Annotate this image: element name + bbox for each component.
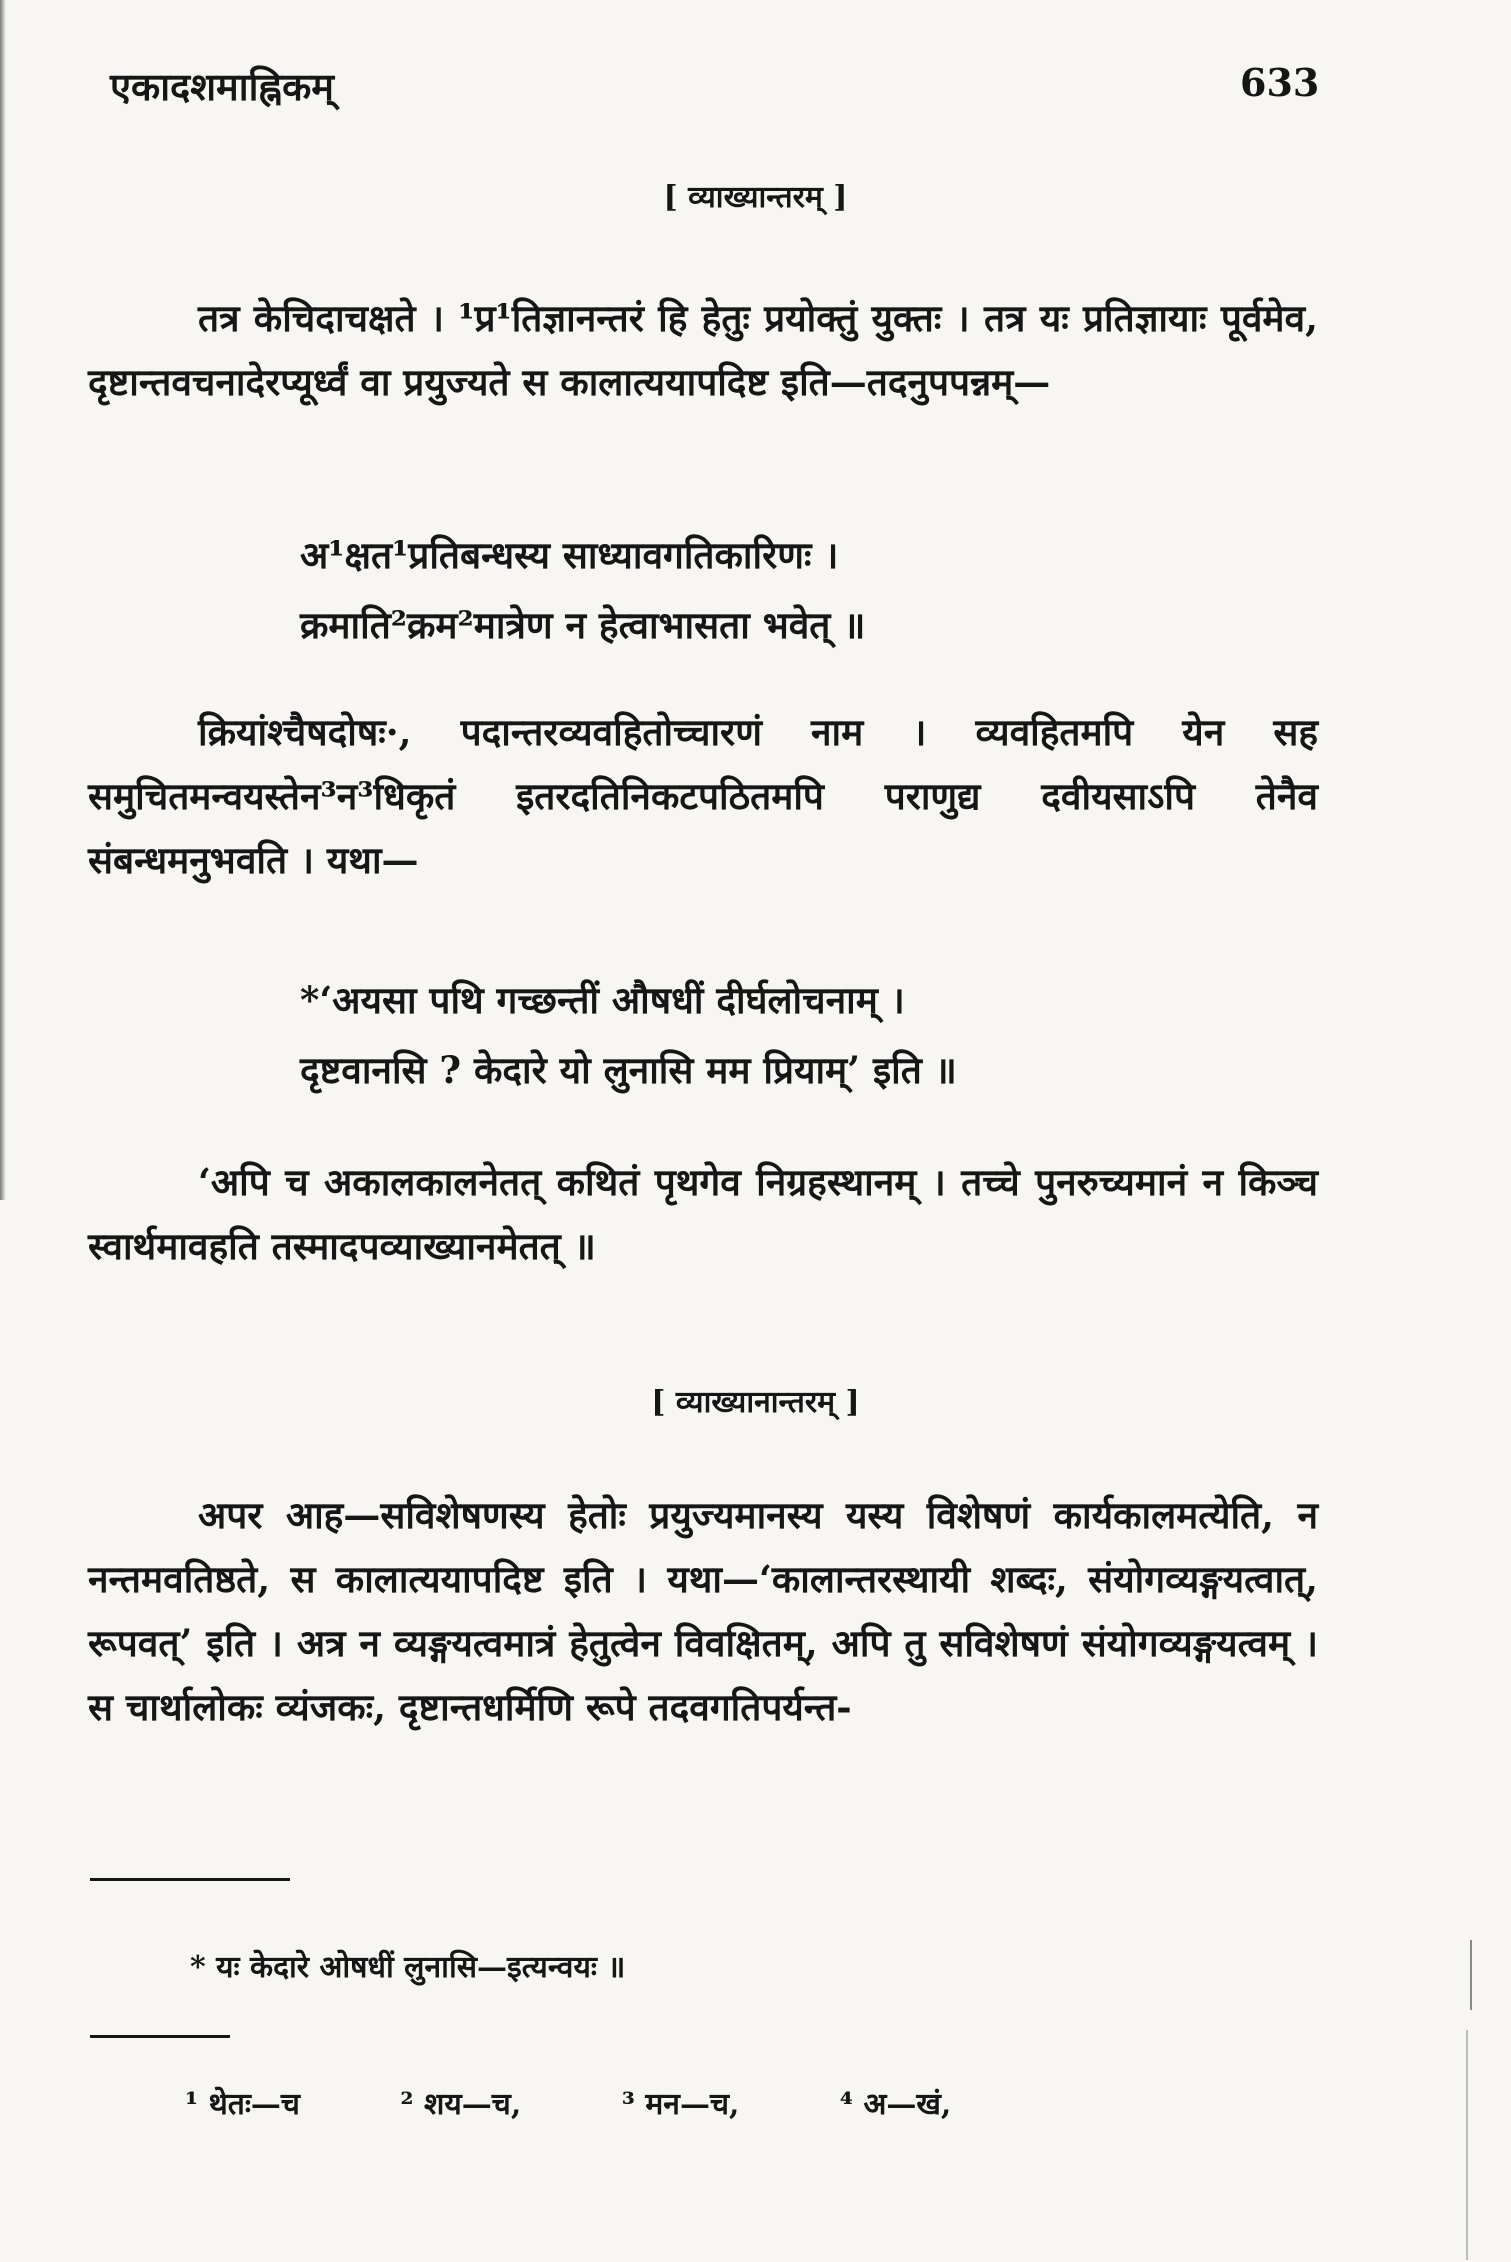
variant-note-1: ¹ थेतः—च: [185, 2087, 300, 2122]
verse-2: [300, 965, 1300, 1105]
variant-note-2: ² शय—च,: [400, 2087, 522, 2122]
footnote-star: * यः केदारे ओषधीं लुनासि—इत्यन्वयः ॥: [190, 1950, 626, 1985]
paragraph-4: [88, 1483, 1318, 1739]
page-number: 633: [1240, 60, 1320, 105]
paragraph-1: [88, 286, 1318, 414]
footnote-variants: [185, 2082, 1041, 2123]
paragraph-3-text: ‘अपि च अकालकालनेतत् कथितं पृथगेव निग्रहस्थानम् । तच्चे पुनरुच्यमानं न किञ्च स्वार्थमावहति तस्मादपव्याख्यानमेतत् ॥: [88, 1160, 1318, 1268]
paragraph-3: [88, 1150, 1318, 1278]
scan-artifact-line: [1466, 2030, 1468, 2260]
scan-artifact-line: [1470, 1940, 1472, 2010]
section-heading-2: [ व्याख्यानान्तरम् ]: [651, 1385, 860, 1420]
paragraph-1-text: तत्र केचिदाचक्षते । ¹प्र¹तिज्ञानन्तरं हि हेतुः प्रयोक्तुं युक्तः । तत्र यः प्रतिज्ञायाः पूर्वमेव, दृष्टान्तवचनादेरप्यूर्ध्वं वा प्रयुज्यते स कालात्ययापदिष्ट इति—तदनुपपन्नम्—: [88, 296, 1318, 404]
paragraph-4-text: अपर आह—सविशेषणस्य हेतोः प्रयुज्यमानस्य यस्य विशेषणं कार्यकालमत्येति, न नन्तमवतिष्ठते, स कालात्ययापदिष्ट इति । यथा—‘कालान्तरस्थायी शब्दः, संयोगव्यङ्गयत्वात्, रूपवत्’ इति । अत्र न व्यङ्गयत्वमात्रं हेतुत्वेन विवक्षितम्, अपि तु सविशेषणं संयोगव्यङ्गयत्वम् । स चार्थालोकः व्यंजकः, दृष्टान्तधर्मिणि रूपे तदवगतिपर्यन्त-: [88, 1493, 1318, 1729]
footnote-separator-2: [90, 2035, 230, 2038]
running-head: एकादशमाह्निकम्: [110, 64, 335, 109]
variant-note-4: ⁴ अ—खं,: [839, 2087, 952, 2122]
variant-note-3: ³ मन—च,: [621, 2087, 740, 2122]
section-heading-1: [ व्याख्यान्तरम् ]: [663, 180, 848, 215]
verse-2-line-2: दृष्टवानसि ? केदारे यो लुनासि मम प्रियाम्’ इति ॥: [300, 1048, 957, 1092]
paragraph-2-text: क्रियांश्चैषदोषः·, पदान्तरव्यवहितोच्चारणं नाम । व्यवहितमपि येन सह समुचितमन्वयस्तेन³न³धिकृतं इतरदतिनिकटपठितमपि पराणुद्य दवीयसाऽपि तेनैव संबन्धमनुभवति । यथा—: [88, 710, 1318, 882]
footnote-separator: [90, 1878, 290, 1881]
paragraph-2: [88, 700, 1318, 892]
verse-1-line-1: अ¹क्षत¹प्रतिबन्धस्य साध्यावगतिकारिणः ।: [300, 533, 839, 577]
verse-1-line-2: क्रमाति²क्रम²मात्रेण न हेत्वाभासता भवेत् ॥: [300, 603, 866, 647]
verse-2-line-1: *‘अयसा पथि गच्छन्तीं औषधीं दीर्घलोचनाम् ।: [300, 978, 905, 1022]
verse-1: [300, 520, 1300, 660]
